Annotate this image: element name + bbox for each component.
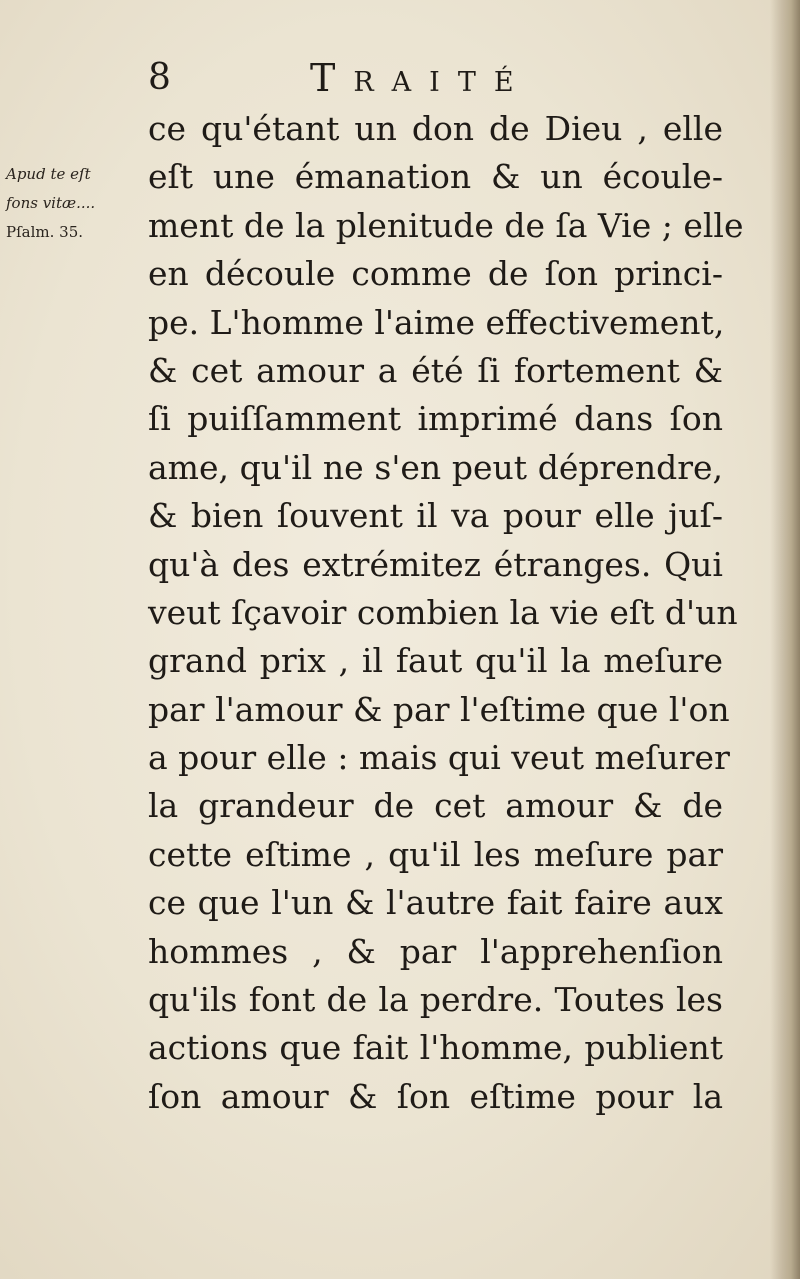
- running-head: [148, 55, 708, 105]
- running-title: Traité: [310, 56, 532, 100]
- text-line: pe. L'homme l'aime effectivement,: [148, 302, 725, 342]
- text-line: grand prix , il faut qu'il la meſure: [148, 641, 723, 681]
- text-line: a pour elle : mais qui veut meſurer: [148, 738, 730, 778]
- page-number: 8: [148, 57, 171, 98]
- text-line: eſt une émanation & un écoule-: [148, 157, 723, 197]
- text-line: ame, qu'il ne s'en peut déprendre,: [148, 447, 723, 487]
- text-line: cette eſtime , qu'il les meſure par: [148, 834, 723, 874]
- margin-note-line: fons vitæ....: [6, 194, 96, 212]
- margin-note-line: Apud te eſt: [6, 165, 91, 183]
- text-line: ce qu'étant un don de Dieu , elle: [148, 109, 723, 148]
- text-line: veut ſçavoir combien la vie eſt d'un: [148, 592, 738, 632]
- text-line: & bien ſouvent il va pour elle juſ-: [148, 496, 723, 536]
- text-line: & cet amour a été ſi fortement &: [148, 350, 723, 390]
- margin-note-line: Pſalm. 35.: [6, 223, 83, 241]
- margin-note: [6, 160, 141, 247]
- page-gutter-shadow: [770, 0, 800, 1279]
- text-line: ce que l'un & l'autre fait faire aux: [148, 883, 723, 923]
- text-line: qu'à des extrémitez étranges. Qui: [148, 544, 723, 584]
- text-line: ment de la plenitude de ſa Vie ; elle: [148, 205, 744, 245]
- text-line: ſon amour & ſon eſtime pour la: [148, 1076, 723, 1116]
- text-line: en découle comme de ſon princi-: [148, 254, 723, 294]
- body-text: [148, 105, 744, 1121]
- text-line: qu'ils font de la perdre. Toutes les: [148, 980, 723, 1020]
- text-line: par l'amour & par l'eſtime que l'on: [148, 689, 730, 729]
- text-line: la grandeur de cet amour & de: [148, 786, 723, 826]
- text-line: actions que fait l'homme, publient: [148, 1028, 723, 1068]
- text-line: hommes , & par l'apprehenſion: [148, 931, 723, 971]
- text-line: ſi puiſſamment imprimé dans ſon: [148, 399, 723, 439]
